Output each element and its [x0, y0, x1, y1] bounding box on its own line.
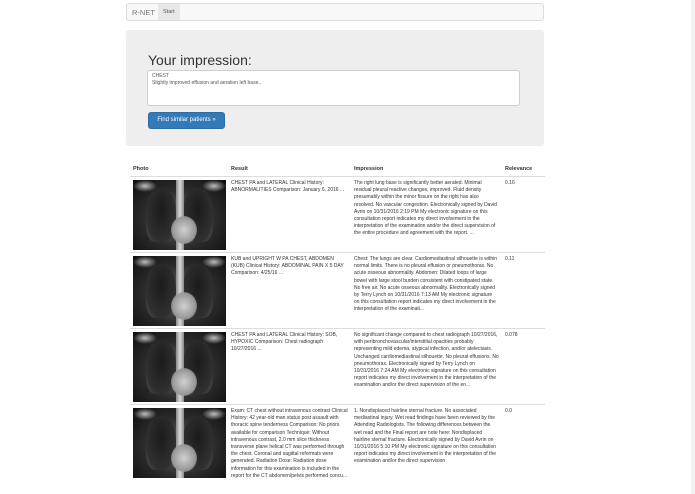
impression-textarea[interactable]: CHEST Slightly improved effusion and aeration left base..	[147, 70, 520, 106]
page-title: Your impression:	[148, 52, 252, 68]
brand-link[interactable]: R-NET	[132, 8, 155, 17]
impression-cell: No significant change compared to chest radiograph 10/27/2016, with peribronchovascular/interstitial opacities probably representing mild edema, atypical infection, and/or atelectasis. Unchanged cardiomediastinal silhouette. No pleural effusions. No pneumothorax. Electronically signed by Terry Lynch on 10/31/2016 7:24 AM My electronic signature on this consultation report indicates my direct involvement in the interpretation of the examination and/or the direct supervision of the en...	[351, 329, 502, 405]
relevance-cell: 0.078	[502, 329, 545, 405]
photo-cell	[130, 253, 228, 329]
relevance-cell: 0.16	[502, 177, 545, 253]
header-result: Result	[228, 161, 351, 177]
result-cell: KUB and UPRIGHT W PA CHEST, ABDOMEN (KUB) Clinical History: ABDOMINAL PAIN X 5 DAY Comparison: 4/25/16 ...	[228, 253, 351, 329]
impression-cell: 1. Nondisplaced hairline sternal fracture. No associated mediastinal injury. Wet read findings have been reviewed by the Attending Radiologists. The following differences between the wet read and the Final report are note here: Nondisplaced hairline sternal fracture. Electronically signed by David Avrin on 10/31/2016 5:10 PM My electronic signature on this consultation report indicates my direct involvement in the interpretation of the examination and/or the direct supervision	[351, 405, 502, 490]
scrollbar[interactable]	[691, 0, 695, 494]
tab-start[interactable]: Start	[158, 4, 180, 20]
chest-xray-image	[133, 180, 226, 250]
header-relevance: Relevance	[502, 161, 545, 177]
chest-xray-image	[133, 408, 226, 478]
header-photo: Photo	[130, 161, 228, 177]
result-cell: CHEST PA and LATERAL Clinical History: SOB, HYPOXIC Comparison: Chest radiograph 10/27/2016 ...	[228, 329, 351, 405]
header-impression: Impression	[351, 161, 502, 177]
result-cell: CHEST PA and LATERAL Clinical History: ABNORMALITIES Comparison: January 6, 2016 ...	[228, 177, 351, 253]
find-similar-patients-button[interactable]: Find similar patients »	[148, 112, 225, 129]
relevance-cell: 0.0	[502, 405, 545, 490]
table-header-row	[130, 161, 545, 177]
result-cell: Exam: CT chest without intravenous contrast Clinical History: 42 year-old man status post assault with thoracic spine tenderness Comparison: No priors available for comparison Technique: Without intravenous contrast, 2.0 mm slice thickness transverse plane helical CT was performed through the chest. Coronal and sagittal reformats were generated. Radiation Dose: Radiation dose information for this examination is included in the report for the CT abdomen/pelvis performed concu...	[228, 405, 351, 490]
table-row	[130, 177, 545, 253]
relevance-cell: 0.11	[502, 253, 545, 329]
chest-xray-image	[133, 256, 226, 326]
search-panel	[126, 30, 544, 146]
impression-cell: The right lung base is significantly better aerated. Minimal residual pleural reactive changes, improved. Fluid density presumably within the minor fissure on the right has also resolved. No vascular congestion. Electronically signed by David Avrin on 10/31/2016 2:19 PM My electronic signature on this consultation report indicates my direct involvement in the interpretation of the examination and/or the direct supervision of the entire procedure and agreement with the report. ...	[351, 177, 502, 253]
photo-cell	[130, 329, 228, 405]
table-row	[130, 405, 545, 490]
photo-cell	[130, 405, 228, 490]
navbar	[126, 3, 544, 21]
results-table	[130, 161, 545, 490]
table-row	[130, 329, 545, 405]
chest-xray-image	[133, 332, 226, 402]
photo-cell	[130, 177, 228, 253]
table-row	[130, 253, 545, 329]
impression-cell: Chest: The lungs are clear. Cardiomediastinal silhouette is within normal limits. There is no pleural effusion or pneumothorax. No acute osseous abnormality. Abdomen: Dilated loops of large bowel with large stool burden consistent with constipated state. No free air. No acute osseous abnormality. Electronically signed by Terry Lynch on 10/31/2016 7:13 AM My electronic signature on this consultation report indicates my direct involvement in the interpretation of the examinati...	[351, 253, 502, 329]
